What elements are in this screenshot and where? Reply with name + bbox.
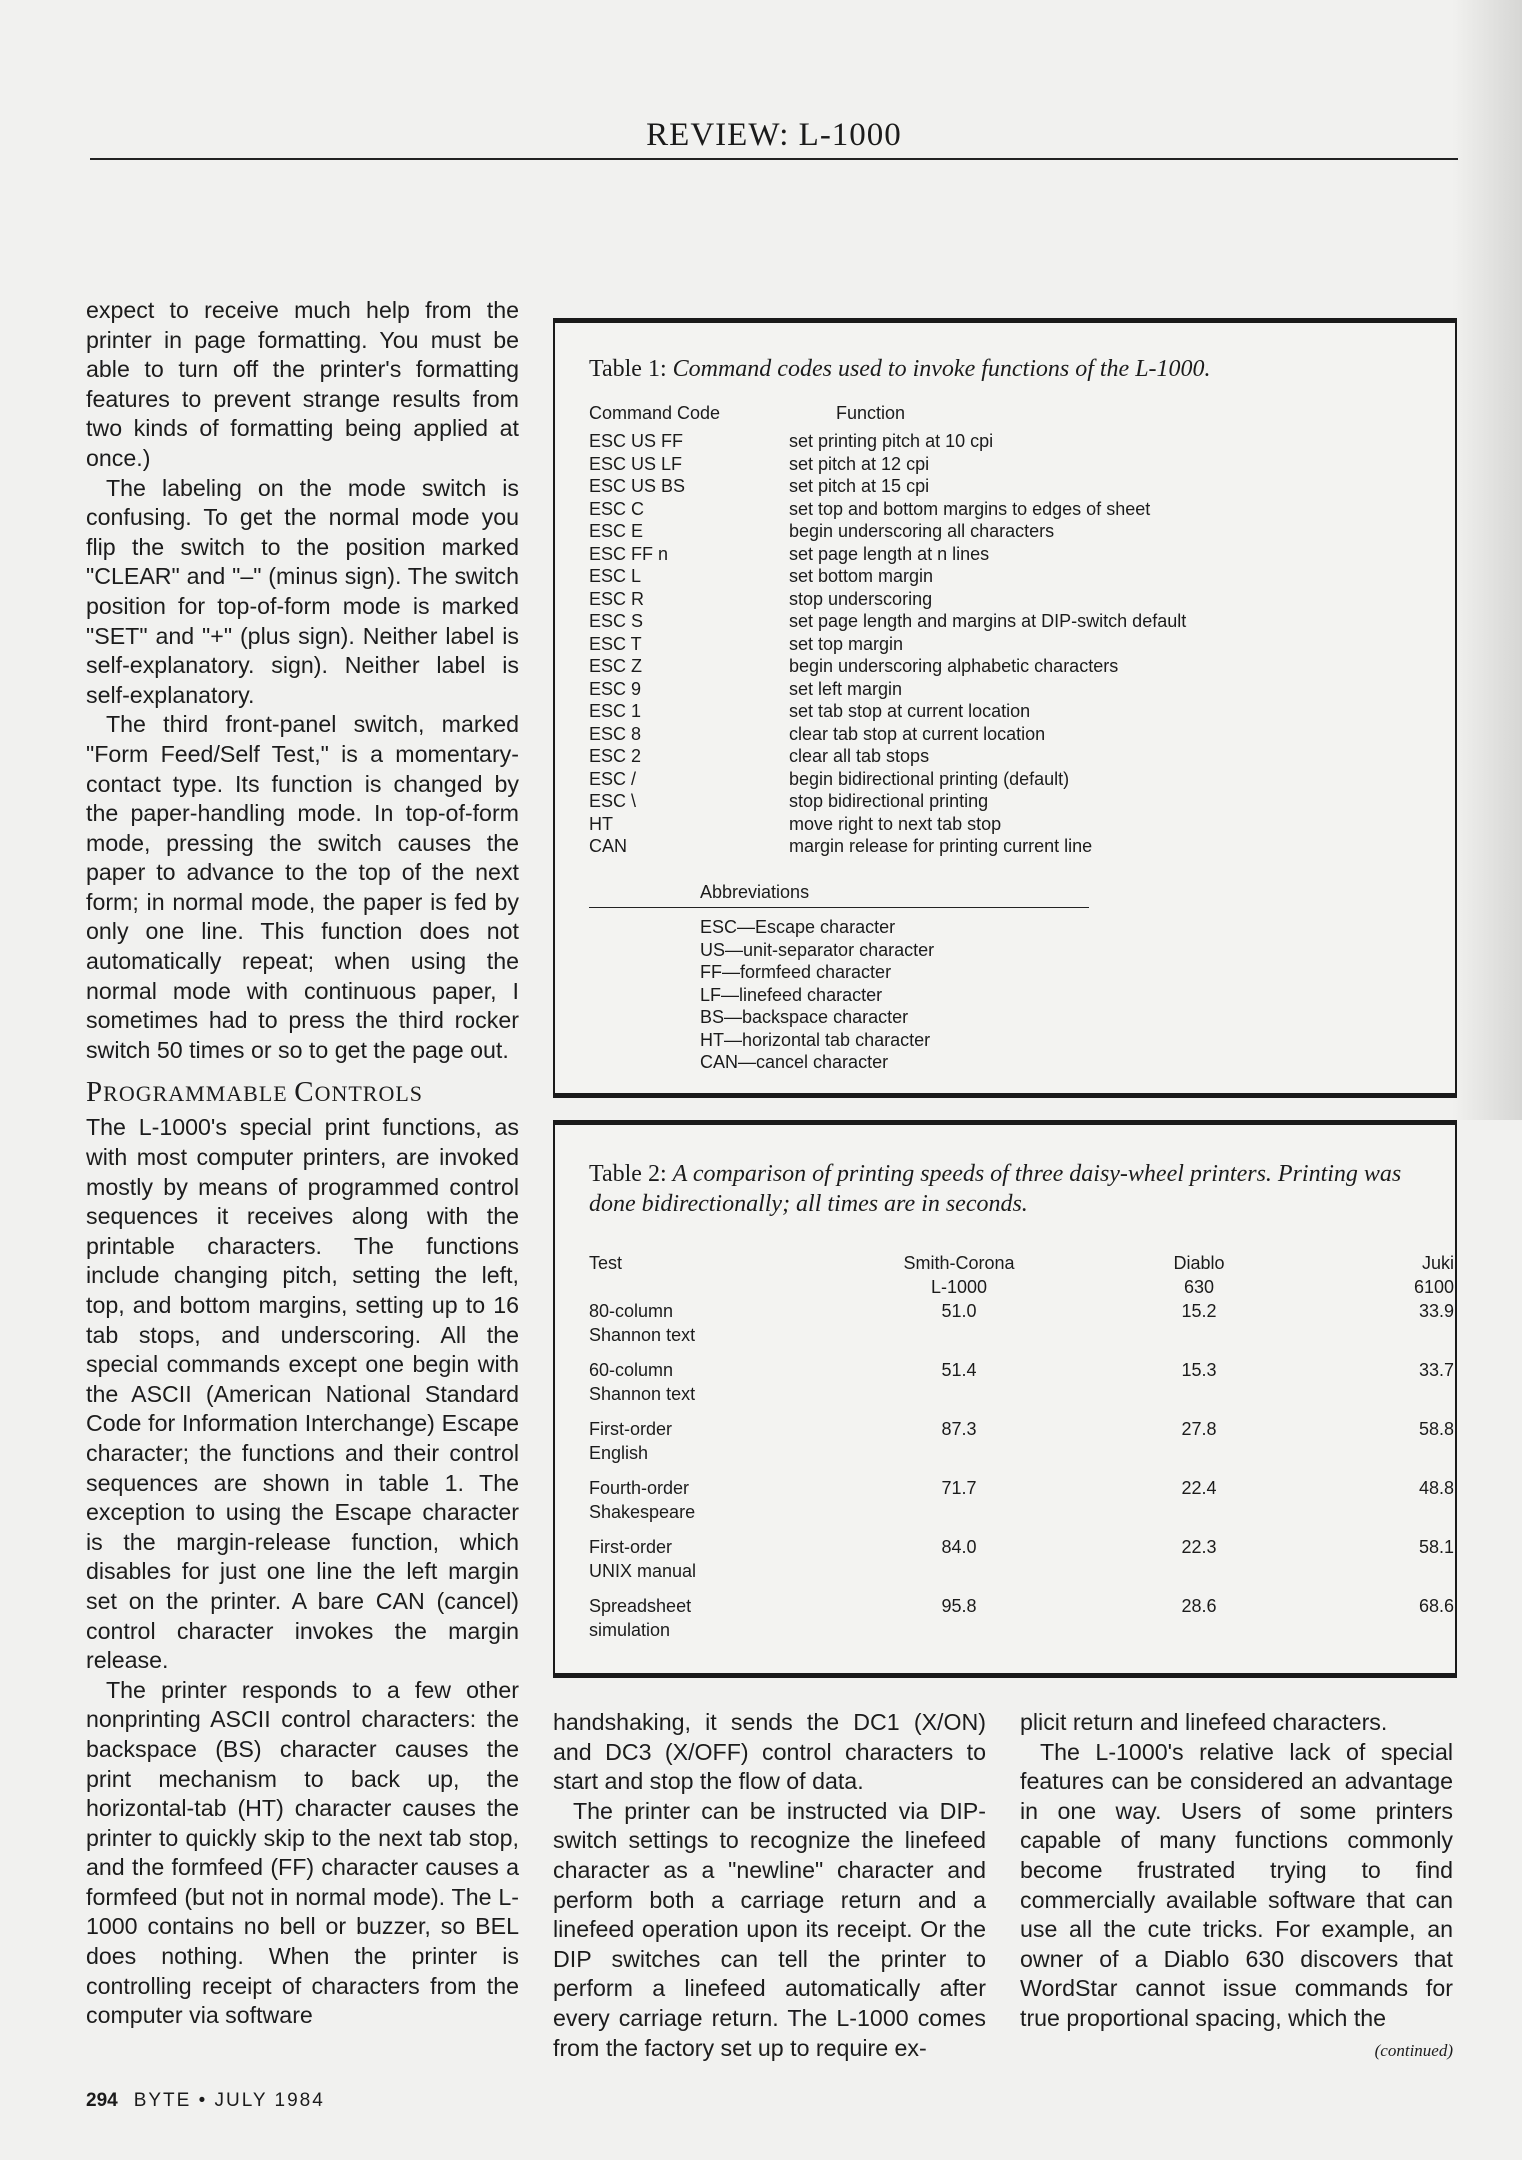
column-header: Test xyxy=(589,1253,623,1273)
page-number: 294 xyxy=(86,2090,118,2111)
command-code: ESC 8 xyxy=(589,723,642,744)
section-heading: PROGRAMMABLE CONTROLS xyxy=(86,1076,424,1109)
table-row xyxy=(589,520,1449,543)
command-function: begin bidirectional printing (default) xyxy=(789,768,1070,789)
table-1-header-function: Function xyxy=(836,403,906,423)
test-name: Fourth-order Shakespeare xyxy=(589,1478,696,1522)
command-function: clear tab stop at current location xyxy=(789,723,1046,744)
test-name: 80-column Shannon text xyxy=(589,1301,696,1345)
abbreviations-list xyxy=(700,916,934,1074)
test-name: First-order UNIX manual xyxy=(589,1537,697,1581)
command-function: set pitch at 12 cpi xyxy=(789,453,930,474)
command-code: ESC C xyxy=(589,498,645,519)
table-row xyxy=(589,1417,1454,1476)
command-code: ESC R xyxy=(589,588,645,609)
table-row xyxy=(589,1476,1454,1535)
command-code: ESC 2 xyxy=(589,746,642,766)
running-header xyxy=(90,112,1458,160)
table-row xyxy=(589,610,1449,633)
time-juki: 33.9 xyxy=(1418,1301,1454,1321)
text-column-2 xyxy=(553,1708,986,2063)
table-row xyxy=(589,745,1449,768)
list-item: HT—horizontal tab character xyxy=(700,1029,931,1050)
table-row xyxy=(589,813,1449,836)
time-smith-corona: 84.0 xyxy=(941,1537,977,1557)
command-code: ESC FF n xyxy=(589,543,669,564)
time-diablo: 15.2 xyxy=(1181,1301,1217,1321)
paragraph: expect to receive much help from the printer in page formatting. You must be able to turn off the printer's formatting features to prevent strange results from two kinds of formatting being applied at once.) xyxy=(86,297,519,471)
command-code: ESC T xyxy=(589,633,642,654)
time-juki: 58.8 xyxy=(1418,1419,1454,1439)
command-function: set top margin xyxy=(789,633,904,654)
text-column-1 xyxy=(86,296,519,2031)
command-function: set printing pitch at 10 cpi xyxy=(789,431,994,451)
test-name: Spreadsheet simulation xyxy=(589,1596,692,1640)
command-code: ESC 1 xyxy=(589,701,642,721)
table-2 xyxy=(553,1120,1457,1678)
continued-note: (continued) xyxy=(1374,2040,1453,2060)
table-row xyxy=(589,498,1449,521)
paragraph: The printer can be instructed via DIP-switch settings to recognize the linefeed character as a "newline" character and perform both a carriage return and a linefeed operation upon its receipt. Or the DIP switches can tell the printer to perform a linefeed automatically after every carriage return. The L-1000 comes from the factory set up to require ex- xyxy=(553,1797,986,2061)
table-1 xyxy=(553,318,1457,1098)
command-function: clear all tab stops xyxy=(789,746,930,766)
paragraph: The third front-panel switch, marked "Form Feed/Self Test," is a momentary-contact type. Its function is changed by the paper-handling mode. In top-of-form mode, pressing the switch causes the paper to advance to the top of the next form; in normal mode, the paper is fed by only one line. This function does not automatically repeat; when using the normal mode with continuous paper, I sometimes had to press the third rocker switch 50 times or so to get the page out. xyxy=(86,711,519,1063)
command-code: ESC US LF xyxy=(589,453,683,474)
command-code: HT xyxy=(589,813,613,834)
time-smith-corona: 87.3 xyxy=(941,1419,977,1439)
time-diablo: 22.3 xyxy=(1181,1537,1217,1557)
command-code: ESC US FF xyxy=(589,431,684,451)
command-function: set left margin xyxy=(789,678,903,699)
abbreviations-title: Abbreviations xyxy=(700,882,810,902)
table-1-caption: Table 1: Command codes used to invoke functions of the L-1000. xyxy=(589,356,1211,382)
table-row xyxy=(589,475,1449,498)
time-diablo: 27.8 xyxy=(1181,1419,1217,1439)
table-row xyxy=(589,1535,1454,1594)
paragraph: The L-1000's relative lack of special features can be considered an advantage in one way. Users of some printers capable of many functions commonly become frustrated trying to find commercially available software that can use all the cute tricks. For example, an owner of a Diablo 630 discovers that WordStar cannot issue commands for true proportional spacing, which the xyxy=(1020,1738,1453,2031)
command-function: stop underscoring xyxy=(789,588,933,609)
table-1-rows xyxy=(589,430,1449,858)
time-juki: 48.8 xyxy=(1418,1478,1454,1498)
command-code: ESC 9 xyxy=(589,678,642,699)
table-row xyxy=(589,453,1449,476)
command-function: begin underscoring all characters xyxy=(789,521,1055,541)
command-function: set tab stop at current location xyxy=(789,701,1031,721)
command-function: margin release for printing current line xyxy=(789,836,1093,856)
table-row xyxy=(589,565,1449,588)
table-row xyxy=(589,543,1449,566)
table-row xyxy=(589,678,1449,701)
command-code: ESC E xyxy=(589,521,644,541)
table-row xyxy=(589,655,1449,678)
page-edge-shadow xyxy=(1452,0,1522,1120)
time-diablo: 22.4 xyxy=(1181,1478,1217,1498)
table-row xyxy=(589,1299,1454,1358)
table-row xyxy=(589,430,1449,453)
time-smith-corona: 95.8 xyxy=(941,1596,977,1616)
list-item: FF—formfeed character xyxy=(700,962,892,982)
command-code: ESC US BS xyxy=(589,476,686,496)
abbreviations-rule xyxy=(589,907,1089,908)
command-function: stop bidirectional printing xyxy=(789,791,989,811)
table-row xyxy=(589,633,1449,656)
paragraph: handshaking, it sends the DC1 (X/ON) and DC3 (X/OFF) control characters to start and stop the flow of data. xyxy=(553,1709,986,1795)
command-function: begin underscoring alphabetic characters xyxy=(789,656,1119,676)
command-function: set page length and margins at DIP-switch default xyxy=(789,611,1187,631)
time-smith-corona: 71.7 xyxy=(941,1478,977,1498)
column-header: Juki 6100 xyxy=(1413,1253,1454,1297)
command-function: set page length at n lines xyxy=(789,543,990,564)
table-1-header-code: Command Code xyxy=(589,403,721,423)
column-header: Smith-Corona L-1000 xyxy=(903,1253,1015,1297)
paragraph: The labeling on the mode switch is confusing. To get the normal mode you flip the switch to the position marked "CLEAR" and "–" (minus sign). The switch position for top-of-form mode is marked "SET" and "+" (plus sign). Neither label is self-explanatory. sign). Neither label is self-explanatory. xyxy=(86,474,519,708)
time-diablo: 28.6 xyxy=(1181,1596,1217,1616)
time-juki: 58.1 xyxy=(1418,1537,1454,1557)
table-row xyxy=(589,700,1449,723)
list-item: ESC—Escape character xyxy=(700,917,896,937)
test-name: 60-column Shannon text xyxy=(589,1360,696,1404)
text-column-3 xyxy=(1020,1708,1453,2065)
list-item: CAN—cancel character xyxy=(700,1052,889,1072)
table-row xyxy=(589,768,1449,791)
time-smith-corona: 51.4 xyxy=(941,1360,977,1380)
column-header: Diablo 630 xyxy=(1173,1253,1225,1297)
command-code: ESC L xyxy=(589,566,642,586)
command-function: move right to next tab stop xyxy=(789,813,1002,834)
table-row xyxy=(589,1594,1454,1653)
command-code: ESC S xyxy=(589,611,644,631)
test-name: First-order English xyxy=(589,1419,673,1463)
table-row xyxy=(589,790,1449,813)
list-item: US—unit-separator character xyxy=(700,939,935,960)
table-header-row xyxy=(589,1251,1454,1299)
command-code: CAN xyxy=(589,836,628,856)
command-code: ESC Z xyxy=(589,656,643,676)
paragraph: The L-1000's special print functions, as with most computer printers, are invoked mostly by means of programmed control sequences it receives along with the printable characters. The functions include changing pitch, setting the left, top, and bottom margins, setting up to 16 tab stops, and underscoring. All the special commands except one begin with the ASCII (American National Standard Code for Information Interchange) Escape character; the functions and their control sequences are shown in table 1. The exception to using the Escape character is the margin-release function, which disables for just one line the left margin set on the printer. A bare CAN (cancel) control character invokes the margin release. xyxy=(86,1114,519,1674)
table-row xyxy=(589,835,1449,858)
command-function: set top and bottom margins to edges of sheet xyxy=(789,498,1151,519)
time-juki: 68.6 xyxy=(1418,1596,1454,1616)
command-code: ESC / xyxy=(589,768,637,789)
table-row xyxy=(589,723,1449,746)
table-2-caption: Table 2: A comparison of printing speeds of three daisy-wheel printers. Printing was done bidirectionally; all times are in seconds. xyxy=(589,1161,1402,1217)
table-row xyxy=(589,1358,1454,1417)
time-diablo: 15.3 xyxy=(1181,1360,1217,1380)
header-title: REVIEW: L-1000 xyxy=(646,117,902,153)
paragraph: The printer responds to a few other nonprinting ASCII control characters: the backspace (BS) character causes the print mechanism to back up, the horizontal-tab (HT) character causes the printer to quickly skip to the next tab stop, and the formfeed (FF) character causes a formfeed (but not in normal mode). The L-1000 contains no bell or buzzer, so BEL does nothing. When the printer is controlling receipt of characters from the computer via software xyxy=(86,1676,519,2029)
command-code: ESC \ xyxy=(589,791,637,811)
command-function: set pitch at 15 cpi xyxy=(789,476,930,496)
list-item: LF—linefeed character xyxy=(700,984,883,1005)
time-juki: 33.7 xyxy=(1418,1360,1454,1380)
footer-text: BYTE • JULY 1984 xyxy=(133,2090,325,2111)
table-row xyxy=(589,588,1449,611)
list-item: BS—backspace character xyxy=(700,1007,909,1027)
table-2-grid xyxy=(589,1251,1454,1653)
page-footer xyxy=(86,2090,325,2112)
command-function: set bottom margin xyxy=(789,566,934,586)
time-smith-corona: 51.0 xyxy=(941,1301,977,1321)
paragraph: plicit return and linefeed characters. xyxy=(1020,1709,1388,1735)
